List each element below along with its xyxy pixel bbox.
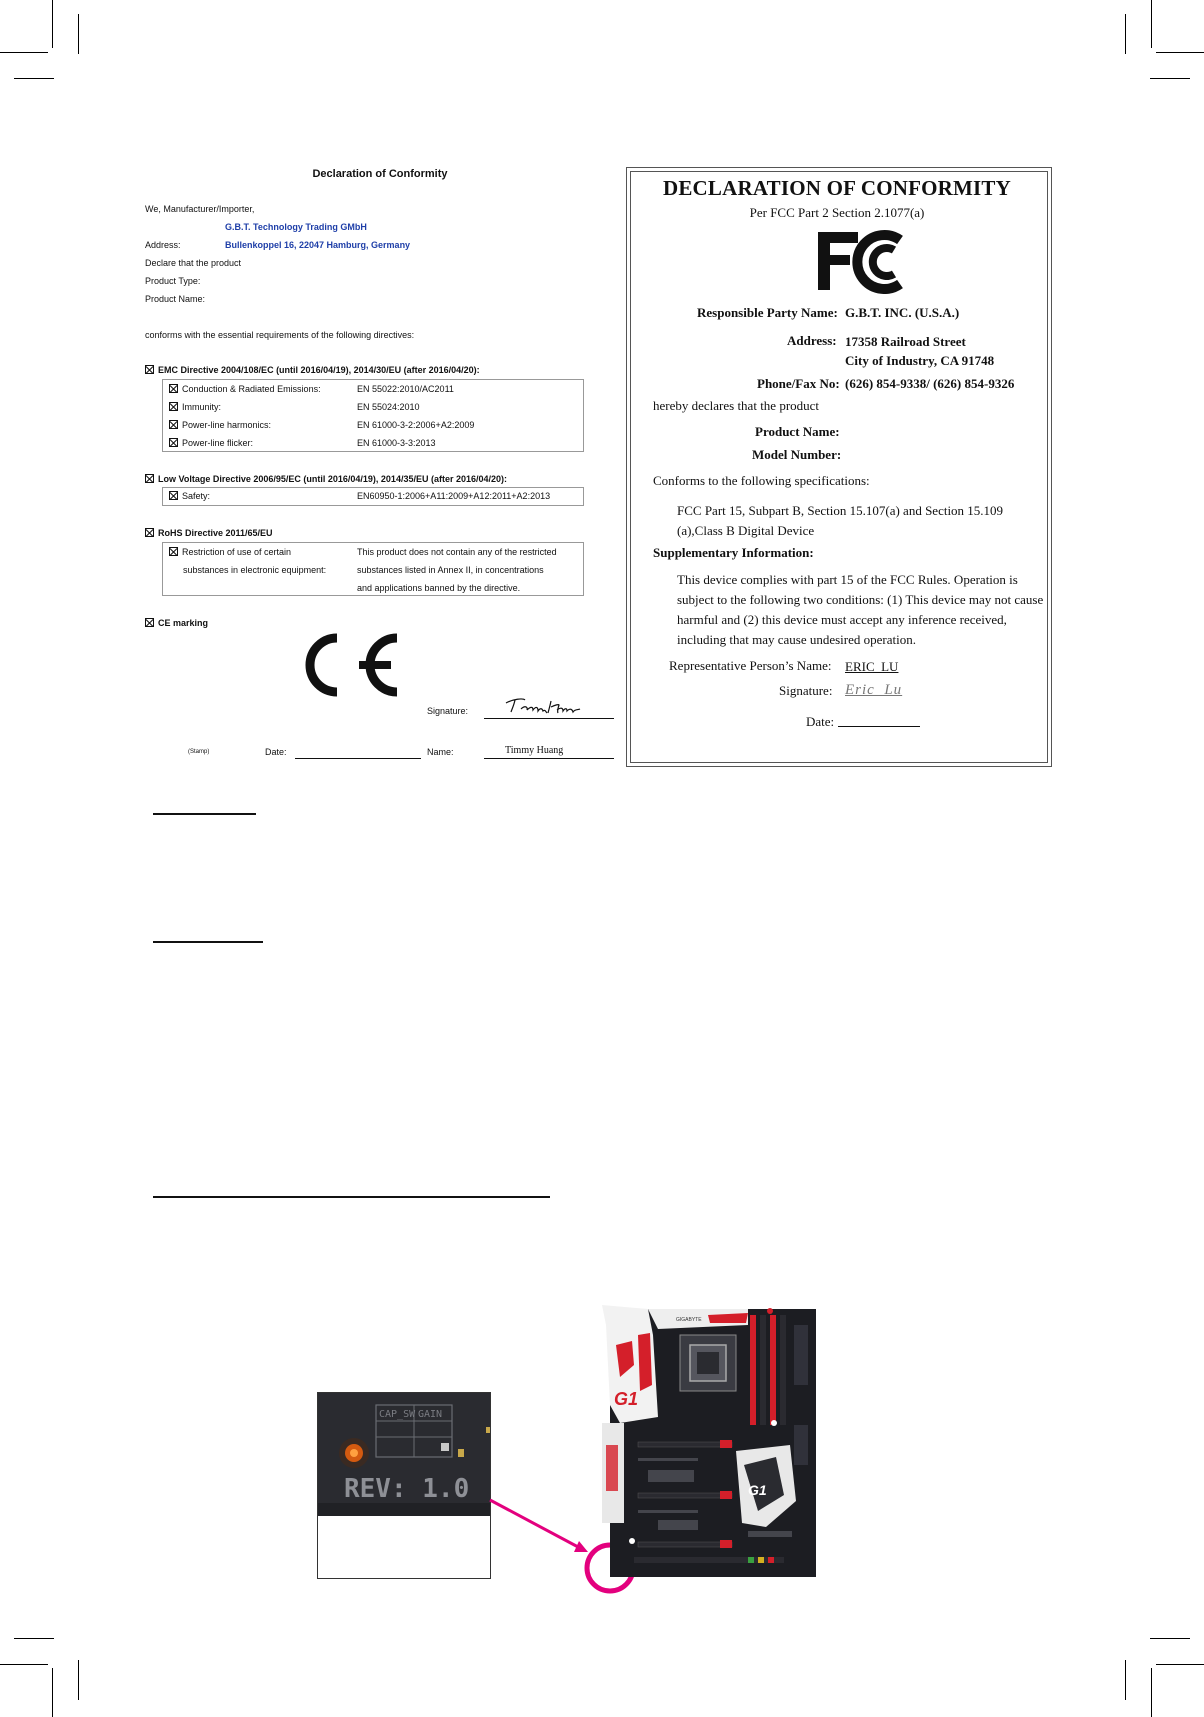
- rohs-group: [162, 542, 584, 596]
- eu-product-type-label: Product Type:: [145, 276, 201, 286]
- lvd-group: [162, 487, 584, 506]
- fcc-address-label: Address:: [787, 333, 837, 348]
- eu-name-label: Name:: [427, 747, 454, 757]
- emc-item-value: EN 61000-3-2:2006+A2:2009: [357, 420, 475, 430]
- fcc-date-label: Date:: [806, 714, 835, 729]
- eu-name: Timmy Huang: [505, 745, 564, 756]
- emc-group: [162, 379, 584, 452]
- ce-heading: CE marking: [145, 618, 208, 629]
- crop-mark: [0, 1664, 48, 1665]
- eu-intro: We, Manufacturer/Importer,: [145, 204, 255, 214]
- crop-mark: [78, 14, 79, 54]
- fcc-date-line: [838, 726, 920, 727]
- checkbox-icon: [145, 528, 154, 537]
- eu-date-label: Date:: [265, 747, 287, 757]
- crop-mark: [78, 1660, 79, 1700]
- eu-product-name-label: Product Name:: [145, 294, 206, 304]
- crop-mark: [1150, 78, 1190, 79]
- fcc-phone-label: Phone/Fax No:: [757, 376, 840, 391]
- fcc-supplementary: This device complies with part 15 of the FCC Rules. Operation is subject to the following two conditions: (1) This device may not cause harmful and (2) this device must accept any inference received, including that may cause undesired operation.: [677, 572, 1044, 647]
- fcc-hereby: hereby declares that the product: [653, 398, 820, 413]
- fcc-logo: [814, 228, 914, 294]
- fcc-address2: City of Industry, CA 91748: [845, 353, 995, 368]
- crop-mark: [1125, 1660, 1126, 1700]
- g1-series-label: G1: [614, 1389, 639, 1409]
- eu-signature-label: Signature:: [427, 706, 469, 716]
- section-rule: [153, 1196, 550, 1198]
- lvd-heading: Low Voltage Directive 2006/95/EC (until 2016/04/19), 2014/35/EU (after 2016/04/20):: [145, 474, 507, 485]
- fcc-responsible-label: Responsible Party Name:: [697, 305, 838, 320]
- board-closeup: [318, 1393, 491, 1579]
- checkbox-icon: [169, 420, 178, 429]
- fcc-signature-label: Signature:: [779, 683, 833, 698]
- crop-mark: [1151, 1668, 1152, 1717]
- rohs-item: Restriction of use of certain: [169, 547, 291, 558]
- fcc-model-number-label: Model Number:: [752, 447, 842, 462]
- crop-mark: [52, 0, 53, 48]
- fcc-conforms: Conforms to the following specifications:: [653, 473, 870, 488]
- emc-item: Power-line harmonics:: [169, 420, 271, 431]
- cap-sw-label: CAP_SW: [379, 1409, 416, 1420]
- gain-label: GAIN: [418, 1409, 443, 1420]
- rohs-value-line: substances listed in Annex II, in concentrations: [357, 565, 544, 575]
- checkbox-icon: [169, 438, 178, 447]
- rohs-value-line: This product does not contain any of the restricted: [357, 547, 557, 557]
- fcc-spec: FCC Part 15, Subpart B, Section 15.107(a) and Section 15.109 (a),Class B Digital Device: [677, 503, 1004, 538]
- section-rule: [153, 813, 256, 815]
- eu-stamp: (Stamp): [188, 749, 210, 755]
- checkbox-icon: [145, 365, 154, 374]
- crop-mark: [1156, 1664, 1204, 1665]
- crop-mark: [0, 52, 48, 53]
- checkbox-icon: [145, 474, 154, 483]
- crop-mark: [1151, 0, 1152, 48]
- revision-label: REV: 1.0: [344, 1474, 470, 1504]
- eu-address: Bullenkoppel 16, 22047 Hamburg, Germany: [225, 240, 411, 250]
- fcc-title: DECLARATION OF CONFORMITY: [662, 176, 1011, 200]
- eu-declare: Declare that the product: [145, 258, 242, 268]
- fcc-subtitle: Per FCC Part 2 Section 2.1077(a): [749, 205, 925, 220]
- emc-item: Immunity:: [169, 402, 221, 413]
- emc-item-value: EN 61000-3-3:2013: [357, 438, 436, 448]
- ce-mark-logo: [285, 626, 415, 704]
- eu-conforms: conforms with the essential requirements of the following directives:: [145, 330, 415, 340]
- crop-mark: [52, 1668, 53, 1717]
- emc-item: Power-line flicker:: [169, 438, 253, 449]
- eu-name-line: [484, 758, 614, 759]
- crop-mark: [1125, 14, 1126, 54]
- brand-label: GIGABYTE: [676, 1317, 702, 1323]
- fcc-supplementary-label: Supplementary Information:: [653, 545, 814, 560]
- crop-mark: [1156, 52, 1204, 53]
- emc-item-value: EN 55022:2010/AC2011: [357, 384, 454, 394]
- rohs-heading: RoHS Directive 2011/65/EU: [145, 528, 273, 539]
- fcc-signature: Eric Lu: [845, 682, 903, 698]
- emc-item-value: EN 55024:2010: [357, 402, 420, 412]
- eu-address-label: Address:: [145, 240, 181, 250]
- eu-title: Declaration of Conformity: [312, 168, 448, 180]
- emc-item: Conduction & Radiated Emissions:: [169, 384, 321, 395]
- lvd-item: Safety:: [169, 491, 210, 502]
- crop-mark: [1150, 1638, 1190, 1639]
- fcc-product-name-label: Product Name:: [755, 424, 840, 439]
- fcc-declaration: [626, 167, 1052, 767]
- revision-closeup-photo: [317, 1392, 491, 1579]
- rohs-value-line: and applications banned by the directive.: [357, 583, 521, 593]
- fcc-phone: (626) 854-9338/ (626) 854-9326: [845, 376, 1015, 391]
- fcc-rep-label: Representative Person’s Name:: [669, 658, 832, 673]
- checkbox-icon: [169, 547, 178, 556]
- eu-declaration: [140, 160, 620, 770]
- fcc-rep-name: ERIC LU: [845, 659, 899, 674]
- lvd-item-value: EN60950-1:2006+A11:2009+A12:2011+A2:2013: [357, 491, 551, 501]
- checkbox-icon: [169, 402, 178, 411]
- crop-mark: [14, 1638, 54, 1639]
- fcc-responsible: G.B.T. INC. (U.S.A.): [845, 305, 960, 320]
- fcc-address1: 17358 Railroad Street: [845, 334, 966, 349]
- motherboard-photo: [598, 1305, 818, 1577]
- eu-company: G.B.T. Technology Trading GMbH: [225, 222, 367, 232]
- eu-signature-line: [484, 718, 614, 719]
- rohs-item-label-cont: substances in electronic equipment:: [183, 565, 327, 575]
- checkbox-icon: [145, 618, 154, 627]
- g1-chipset-label: G1: [748, 1482, 767, 1498]
- checkbox-icon: [169, 384, 178, 393]
- crop-mark: [14, 78, 54, 79]
- motherboard: [598, 1305, 818, 1577]
- emc-heading: EMC Directive 2004/108/EC (until 2016/04/19), 2014/30/EU (after 2016/04/20):: [145, 365, 480, 376]
- eu-signature: [503, 695, 583, 717]
- section-rule: [153, 941, 263, 943]
- checkbox-icon: [169, 491, 178, 500]
- eu-date-line: [295, 758, 421, 759]
